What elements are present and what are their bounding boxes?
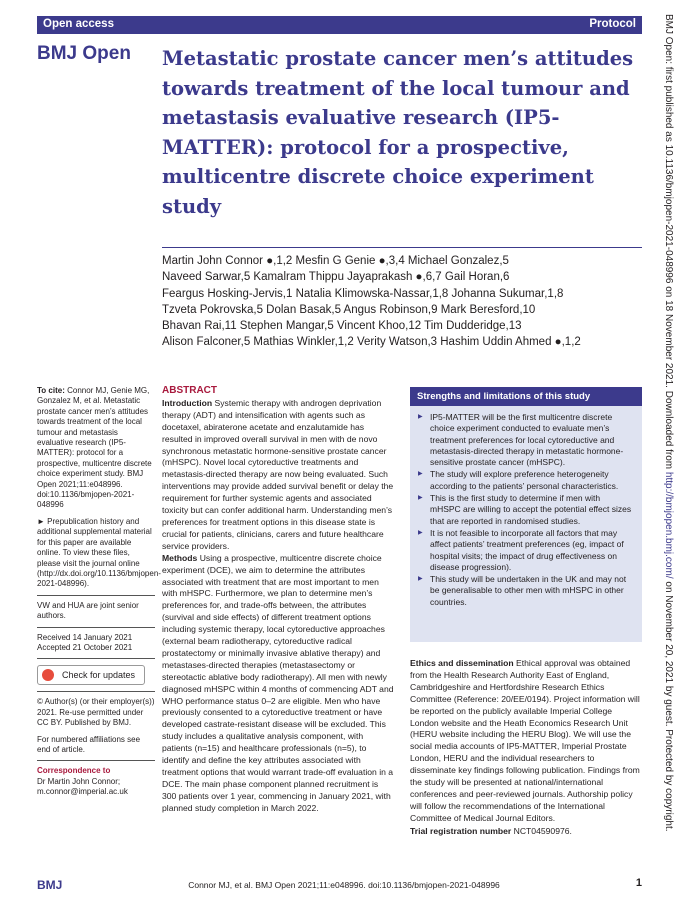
strength-item: ▶ IP5-MATTER will be the first multicentre discrete choice experiment conducted to evaluate men’s treatment preferences for local cytoreductive and metastasis-directed therapy in metastatic hormone-sensitive prostate cancer (mHSPC). <box>418 412 632 468</box>
strength-item: ▶ It is not feasible to incorporate all factors that may affect patients’ treatment preferences (eg, impact of hospital visits; the impact of drug effectiveness on disease progression). <box>418 528 632 573</box>
accepted-date: Accepted 21 October 2021 <box>37 642 133 652</box>
divider <box>37 627 155 628</box>
vertical-watermark: BMJ Open: first published as 10.1136/bmjopen-2021-048996 on 18 November 2021. Downloaded from http://bmjopen.bmj.com/ on November 20, 2021 by guest. Protected by copyright. <box>663 14 674 832</box>
cite-text: Connor MJ, Genie MG, Gonzalez M, et al. Metastatic prostate cancer men’s attitudes towards treatment of the local tumour and metastasis evaluative research (IP5-MATTER): protocol for a prospective, multicentre discrete choice experiment study. BMJ Open 2021;11:e048996. doi:10.1136/bmjopen-2021-048996 <box>37 386 152 510</box>
affiliations-note: For numbered affiliations see end of article. <box>37 734 141 754</box>
sidebar <box>37 386 161 798</box>
abstract-methods: Methods Using a prospective, multicentre discrete choice experiment (DCE), we aim to determine the attributes associated with treatment that are most important to men with mHSPC. Furthermore, we plan to determine men’s preferences for, and trade-offs between, the attributes (survival and side effects) of different treatment options including systemic therapy, local cytoreductive approaches (external beam radiotherapy, cytoreductive radical prostatectomy or minimally invasive ablative therapy) and metastases-directed therapies (metastasectomy or stereotactic ablative body radiotherapy). All men with newly diagnosed mHSPC within 4 months of commencing ADT and WHO performance status 0–2 are eligible. Men who have previously consented to a cytoreductive treatment or have developed castrate-resistant disease will be excluded. This study includes a qualitative analysis component, with patients (n=15) and healthcare professionals (n=5), to identify and define the key attributes associated with treatment options that would warrant trade-off evaluation in a DCE. The main phase component planned recruitment is 300 patients over 1 year, commencing in January 2021, with planned study completion in March 2022. <box>162 552 394 813</box>
check-for-updates-button[interactable] <box>37 665 145 685</box>
check-updates-label: Check for updates <box>62 670 136 681</box>
cite-label: To cite: <box>37 386 65 395</box>
ethics-text: Ethical approval was obtained from the Health Research Authority East of England, Cambridgeshire and Hertfordshire Research Ethics Committee (Reference: 20/EE/0194). Project information will be reported on the publicly available Imperial College London website and the Heath Economics Research Unit (HERU website including the HERU Blog). We will use the social media accounts of IP5-MATTER, Imperial Prostate London, HERU and the individual researchers to disseminate key findings following publication. Findings from the study will be presented at national/international conferences and peer-reviewed journals. Authorship policy will follow the recommendations of the International Committee of Medical Journal Editors. <box>410 658 640 823</box>
author-line: Feargus Hosking-Jervis,1 Natalia Klimowska-Nassar,1,8 Johanna Sukumar,1,8 <box>162 287 564 300</box>
bmjopen-link[interactable]: http://bmjopen.bmj.com/ <box>663 471 674 579</box>
correspondence-email[interactable]: m.connor@imperial.ac.uk <box>37 787 128 797</box>
header-bar <box>37 16 642 34</box>
divider <box>37 595 155 596</box>
open-access-label: Open access <box>43 18 114 30</box>
divider <box>37 760 155 761</box>
abstract <box>162 385 394 815</box>
strength-item: ▶ This is the first study to determine if men with mHSPC are willing to accept the potential effect sizes that are reported in randomised studies. <box>418 493 632 527</box>
author-line: Naveed Sarwar,5 Kamalram Thippu Jayaprakash ●,6,7 Gail Horan,6 <box>162 271 510 284</box>
page-number: 1 <box>635 877 642 889</box>
author-list <box>162 253 642 351</box>
crossmark-icon <box>42 669 54 681</box>
author-line: Bhavan Rai,11 Stephen Mangar,5 Vincent Khoo,12 Tim Dudderidge,13 <box>162 320 522 333</box>
article-type-label: Protocol <box>589 18 636 30</box>
journal-logo: BMJ Open <box>37 43 131 64</box>
author-line: Tzveta Pokrovska,5 Dolan Basak,5 Angus Robinson,9 Mark Beresford,10 <box>162 303 536 316</box>
ethics-section <box>410 658 642 838</box>
footer-bmj-logo: BMJ <box>37 878 63 892</box>
abstract-introduction: Introduction Systemic therapy with androgen deprivation therapy (ADT) and intensification with agents such as docetaxel, abiraterone acetate and enzalutamide has resulted in improved overall survival in men with de novo synchronous metastatic hormone-sensitive prostate cancer (mHSPC). Novel local cytoreductive treatments and metastasis-directed therapy are now being evaluated. Such interventions may provide added survival benefit or delay the requirement for further systemic agents and associated toxicity but can confer additional harm. Understanding men’s preferences for treatment options in this disease state is crucial for patients, clinicians, carers and future healthcare service providers. <box>162 397 394 551</box>
author-line: Martin John Connor ●,1,2 Mesfin G Genie ●,3,4 Michael Gonzalez,5 <box>162 255 509 267</box>
strength-item: ▶ The study will explore preference heterogeneity according to the patients’ personal characteristics. <box>418 469 632 492</box>
divider <box>37 658 155 659</box>
trial-label: Trial registration number <box>410 825 512 836</box>
abstract-heading: ABSTRACT <box>162 385 217 396</box>
strength-item: ▶ This study will be undertaken in the UK and may not be generalisable to other men with mHSPC in other countries. <box>418 574 632 608</box>
divider <box>37 691 155 692</box>
author-line: Alison Falconer,5 Mathias Winkler,1,2 Verity Watson,3 Hashim Uddin Ahmed ●,1,2 <box>162 336 581 349</box>
strengths-box <box>410 387 642 642</box>
footer-citation: Connor MJ, et al. BMJ Open 2021;11:e048996. doi:10.1136/bmjopen-2021-048996 <box>188 880 500 890</box>
strengths-heading: Strengths and limitations of this study <box>410 387 642 406</box>
correspondence-name: Dr Martin John Connor; <box>37 776 121 786</box>
ethics-label: Ethics and dissemination <box>410 658 514 668</box>
prepub-note: ► Prepublication history and additional supplemental material for this paper are available online. To view these files, please visit the journal online (http://dx.doi.org/10.1136/bmjopen-2021-048996). <box>37 516 161 589</box>
received-date: Received 14 January 2021 <box>37 632 133 642</box>
joint-authors-note: VW and HUA are joint senior authors. <box>37 600 139 621</box>
title-divider <box>162 247 642 248</box>
article-title: Metastatic prostate cancer men’s attitudes towards treatment of the local tumour and metastasis evaluative research (IP5-MATTER): protocol for a prospective, multicentre discrete choice experiment study <box>162 47 634 218</box>
trial-number: NCT04590976. <box>511 825 572 836</box>
copyright-note: © Author(s) (or their employer(s)) 2021. Re-use permitted under CC BY. Published by BMJ. <box>37 697 155 728</box>
correspondence-label: Correspondence to <box>37 766 111 776</box>
